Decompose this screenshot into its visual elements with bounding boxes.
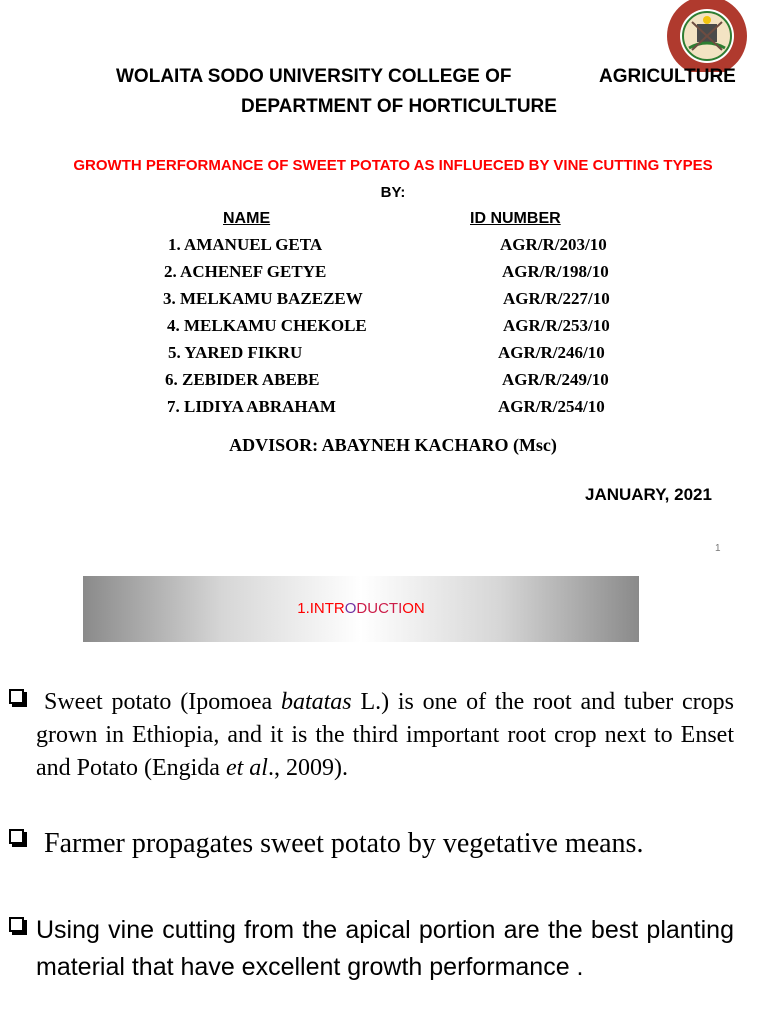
university-college-title: WOLAITA SODO UNIVERSITY COLLEGE OF AGRICULTURE [116, 66, 736, 87]
bullet-paragraph-1: Sweet potato (Ipomoea batatas L.) is one of the root and tuber crops grown in Ethiopia, and it is the third important root crop next to Enset and Potato (Engida et al., 2009). [36, 689, 734, 781]
advisor-line: ADVISOR: ABAYNEH KACHARO (Msc) [229, 435, 557, 455]
member-name: 7. LIDIYA ABRAHAM [167, 397, 336, 416]
bullet-paragraph-2: Farmer propagates sweet potato by vegetative means. [44, 828, 644, 859]
member-name: 4. MELKAMU CHEKOLE [167, 316, 367, 335]
study-title: GROWTH PERFORMANCE OF SWEET POTATO AS INFLUECED BY VINE CUTTING TYPES [73, 157, 713, 174]
member-id: AGR/R/253/10 [503, 316, 610, 335]
member-id: AGR/R/254/10 [498, 397, 605, 416]
member-id: AGR/R/249/10 [502, 370, 609, 389]
member-id: AGR/R/198/10 [502, 262, 609, 281]
member-id: AGR/R/227/10 [503, 289, 610, 308]
section-banner [83, 576, 639, 642]
member-name: 1. AMANUEL GETA [168, 235, 323, 254]
member-name: 5. YARED FIKRU [168, 343, 303, 362]
member-name: 2. ACHENEF GETYE [164, 262, 327, 281]
by-label: BY: [380, 184, 406, 201]
checkbox-bullet-icon [9, 917, 24, 932]
member-id: AGR/R/203/10 [500, 235, 607, 254]
member-id: AGR/R/246/10 [498, 343, 605, 362]
checkbox-bullet-icon [9, 829, 24, 844]
member-name: 6. ZEBIDER ABEBE [165, 370, 320, 389]
university-logo [664, 0, 750, 72]
id-column-header: ID NUMBER [470, 210, 561, 227]
section-heading: 1.INTRODUCTION [297, 600, 425, 617]
date: JANUARY, 2021 [585, 485, 712, 504]
page-number: 1 [715, 543, 721, 554]
member-name: 3. MELKAMU BAZEZEW [163, 289, 363, 308]
checkbox-bullet-icon [9, 689, 24, 704]
department-title: DEPARTMENT OF HORTICULTURE [241, 96, 557, 117]
bullet-paragraph-3: Using vine cutting from the apical portion are the best planting material that have excellent growth performance . [36, 916, 734, 981]
name-column-header: NAME [223, 210, 271, 227]
